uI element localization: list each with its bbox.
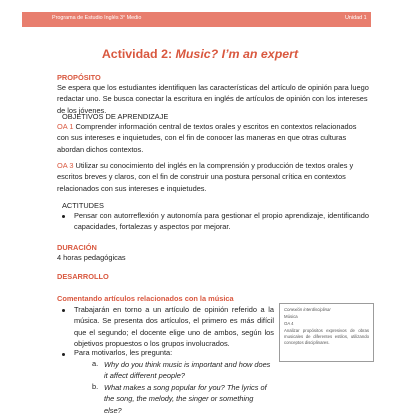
oa1-label: OA 1 (57, 122, 74, 131)
question-a-marker: a. (92, 359, 99, 368)
sidebox-description: Analizar propósitos expresivos de obras musicales de diferentes estilos, utilizando conceptos disciplinares. (284, 328, 369, 346)
activity-title (0, 47, 400, 61)
sidebox-title: Conexión interdisciplinar (284, 307, 331, 312)
activity-title-italic: Music? I’m an expert (175, 47, 299, 61)
proposito-text: Se espera que los estudiantes identifiquen las características del artículo de opinión para luego redactar uno. Se busca conectar la escritura en inglés de artículos de opinión con los intereses de los jóvenes. (57, 83, 369, 115)
bullet-icon (62, 353, 65, 356)
header-bar (22, 12, 371, 27)
oa3-label: OA 3 (57, 161, 74, 170)
question-a: Why do you think music is important and how does it affect different people? (104, 360, 271, 381)
proposito-heading: PROPÓSITO (57, 73, 101, 82)
objetivos-heading: OBJETIVOS DE APRENDIZAJE (62, 112, 169, 121)
interdisciplinary-box (279, 303, 374, 362)
oa1-text: Comprender información central de textos orales y escritos en contextos relacionados con sus intereses e inquietudes, con el fin de conocer las maneras en que otras culturas abordan dichos contextos. (57, 122, 357, 154)
actitudes-item: Pensar con autorreflexión y autonomía para gestionar el propio aprendizaje, identificando capacidades, fortalezas y aspectos por mejorar. (74, 211, 369, 232)
desarrollo-bullet-2: Para motivarlos, les pregunta: (74, 348, 173, 357)
desarrollo-heading: DESARROLLO (57, 272, 109, 281)
desarrollo-bullet-1: Trabajarán en torno a un artículo de opinión referido a la música. Se presenta dos artículos, el primero es más difícil que el segundo; el docente elige uno de ambos, según los objetivos propuestos o los grupos involucrados. (74, 305, 274, 348)
unit-label: Unidad 1 (345, 15, 367, 21)
bullet-icon (62, 309, 65, 312)
sidebox-subject: Música (284, 314, 298, 319)
oa3-text: Utilizar su conocimiento del inglés en la comprensión y producción de textos orales y escritos breves y claros, con el fin de construir una postura personal crítica en contextos relacionados con sus intereses e inquietudes. (57, 161, 354, 193)
oa1-paragraph (57, 121, 369, 155)
oa3-paragraph (57, 160, 369, 194)
actitudes-heading: ACTITUDES (62, 201, 104, 210)
duracion-heading: DURACIÓN (57, 243, 97, 252)
desarrollo-subheading: Comentando artículos relacionados con la música (57, 294, 234, 303)
activity-title-prefix: Actividad 2: (101, 47, 176, 61)
sidebox-oa: OA 4 (284, 321, 294, 326)
question-b-marker: b. (92, 382, 99, 391)
bullet-icon (62, 215, 65, 218)
program-label: Programa de Estudio Inglés 3° Medio (52, 15, 142, 21)
question-b: What makes a song popular for you? The lyrics of the song, the melody, the singer or something else? (104, 383, 267, 415)
duracion-text: 4 horas pedagógicas (57, 253, 126, 262)
